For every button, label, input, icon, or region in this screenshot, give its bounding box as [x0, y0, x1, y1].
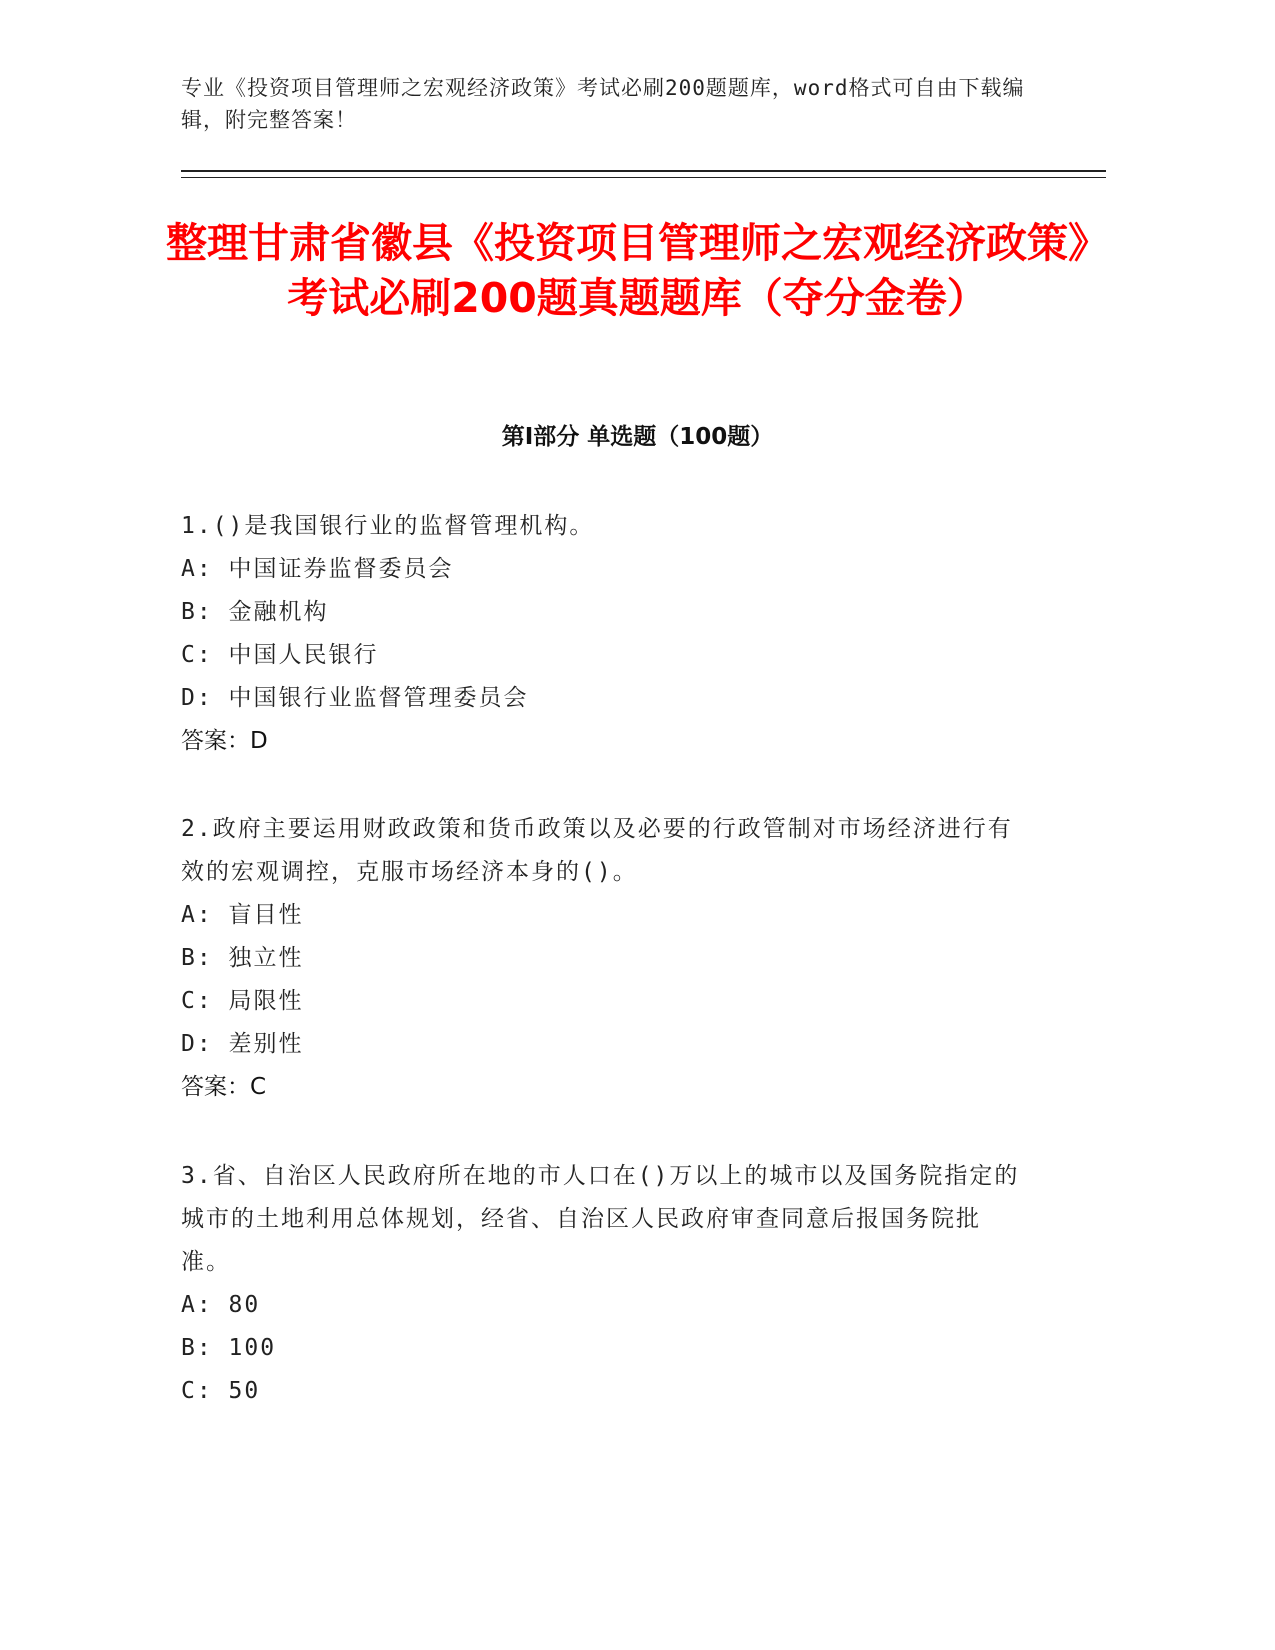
header-rule-thin [181, 177, 1106, 178]
option-a: A: 盲目性 [181, 902, 304, 928]
answer-label: 答案：D [181, 728, 268, 754]
question-3 [181, 1155, 1021, 1413]
document-title: 整理甘肃省徽县《投资项目管理师之宏观经济政策》考试必刷200题真题题库（夺分金卷） [166, 219, 1109, 322]
option-d: D: 差别性 [181, 1031, 304, 1057]
question-stem: 2.政府主要运用财政政策和货币政策以及必要的行政管制对市场经济进行有效的宏观调控，克服市场经济本身的()。 [181, 816, 1013, 885]
section-title: 第Ⅰ部分 单选题（100题） [501, 424, 774, 450]
option-b: B: 100 [181, 1335, 277, 1361]
option-a: A: 80 [181, 1292, 261, 1318]
header-rule-thick [181, 170, 1106, 172]
question-1 [181, 505, 1021, 763]
option-c: C: 50 [181, 1378, 261, 1404]
question-stem: 1.()是我国银行业的监督管理机构。 [181, 513, 595, 539]
option-b: B: 独立性 [181, 945, 304, 971]
option-d: D: 中国银行业监督管理委员会 [181, 685, 529, 711]
option-c: C: 局限性 [181, 988, 304, 1014]
question-2 [181, 808, 1021, 1109]
option-c: C: 中国人民银行 [181, 642, 379, 668]
option-a: A: 中国证券监督委员会 [181, 556, 454, 582]
answer-label: 答案：C [181, 1074, 267, 1100]
question-stem: 3.省、自治区人民政府所在地的市人口在()万以上的城市以及国务院指定的城市的土地利用总体规划，经省、自治区人民政府审查同意后报国务院批准。 [181, 1163, 1020, 1275]
option-b: B: 金融机构 [181, 599, 329, 625]
header-note: 专业《投资项目管理师之宏观经济政策》考试必刷200题题库，word格式可自由下载编辑，附完整答案！ [181, 76, 1025, 132]
